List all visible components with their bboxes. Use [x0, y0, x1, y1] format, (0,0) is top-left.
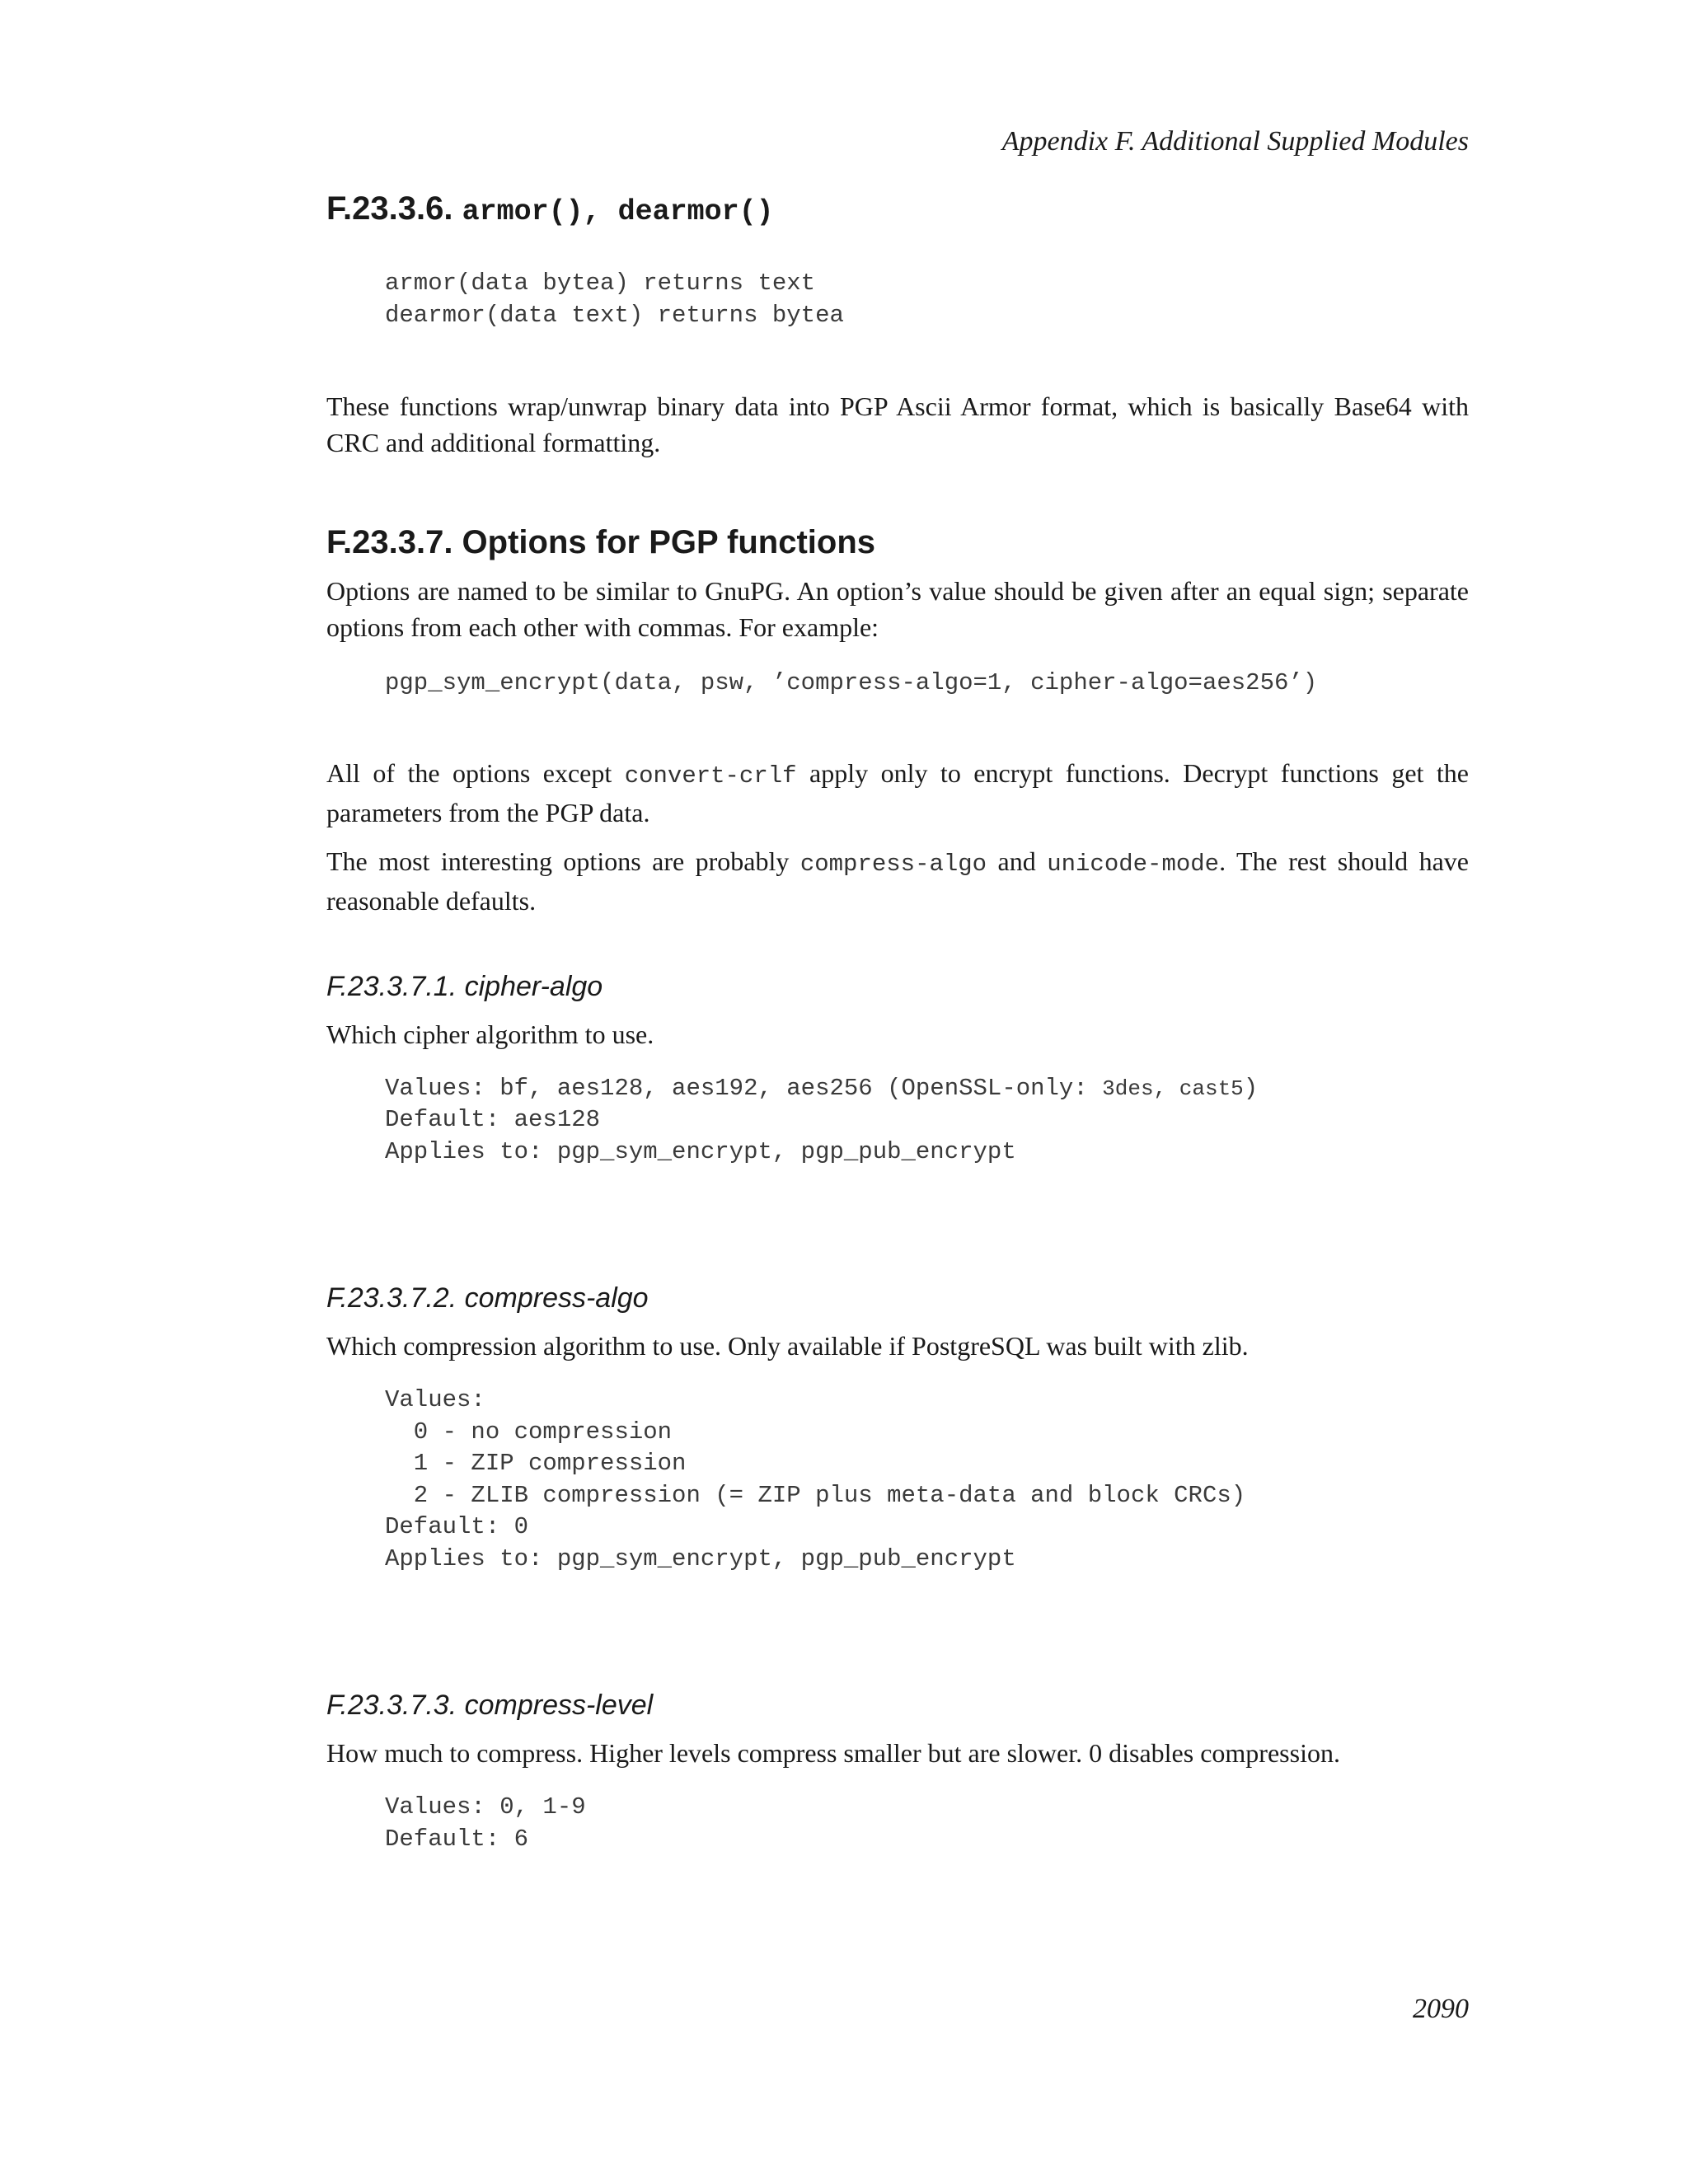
code-fragment: Values: bf, aes128, aes192, aes256 (OpenSSL-only:	[385, 1074, 1103, 1102]
text-fragment: and	[987, 846, 1048, 876]
text-fragment: apply only to encrypt functions. Decrypt functions get the parameters from the PGP data.	[326, 757, 1470, 827]
code-line-applies: Applies to: pgp_sym_encrypt, pgp_pub_encrypt	[385, 1544, 1016, 1572]
code-line-applies: Applies to: pgp_sym_encrypt, pgp_pub_encrypt	[385, 1137, 1016, 1165]
paragraph-cipher-algo-description: Which cipher algorithm to use.	[326, 1019, 654, 1049]
function-separator: ,	[583, 195, 618, 228]
code-block-compress-level	[385, 1792, 1469, 1855]
page-number: 2090	[1413, 1994, 1469, 2024]
inline-code-compress-algo: compress-algo	[799, 850, 987, 878]
code-line-default: Default: 6	[385, 1825, 529, 1853]
text-fragment: All of the options except	[326, 757, 625, 788]
section-heading-options: F.23.3.7. Options for PGP functions	[326, 524, 876, 560]
code-line: dearmor(data text) returns bytea	[385, 301, 844, 329]
code-line: 1 - ZIP compression	[385, 1450, 687, 1477]
code-fragment-openssl-only: 3des, cast5	[1102, 1076, 1244, 1101]
paragraph-options-intro: Options are named to be similar to GnuPG. An option’s value should be given after an equal sign; separate options from each other with commas. For example:	[326, 576, 1469, 642]
code-line: 0 - no compression	[385, 1418, 673, 1446]
inline-code-convert-crlf: convert-crlf	[624, 762, 797, 790]
section-number: F.23.3.6.	[326, 190, 453, 227]
subsection-heading-compress-algo: F.23.3.7.2. compress-algo	[326, 1282, 649, 1314]
paragraph-armor-description: These functions wrap/unwrap binary data into PGP Ascii Armor format, which is basically Base64 with CRC and additional formatting.	[326, 391, 1469, 457]
inline-code-unicode-mode: unicode-mode	[1047, 850, 1220, 878]
paragraph-compress-algo-description: Which compression algorithm to use. Only available if PostgreSQL was built with zlib.	[326, 1331, 1249, 1361]
code-line: 2 - ZLIB compression (= ZIP plus meta-data and block CRCs)	[385, 1481, 1246, 1509]
code-line: Values:	[385, 1386, 485, 1413]
code-block-cipher-algo	[385, 1073, 1469, 1169]
page-header: Appendix F. Additional Supplied Modules	[1001, 126, 1469, 157]
section-heading-armor	[326, 188, 1469, 232]
subsection-heading-compress-level: F.23.3.7.3. compress-level	[326, 1690, 654, 1721]
function-name-dearmor: dearmor()	[617, 195, 774, 228]
page-content	[326, 188, 1469, 1855]
text-fragment: The most interesting options are probably	[326, 846, 800, 876]
subsection-heading-cipher-algo: F.23.3.7.1. cipher-algo	[326, 970, 603, 1002]
code-line-default: Default: aes128	[385, 1106, 601, 1133]
function-name-armor: armor()	[462, 195, 584, 228]
paragraph-interesting-options	[326, 843, 1469, 919]
code-block-example: pgp_sym_encrypt(data, psw, ’compress-algo=1, cipher-algo=aes256’)	[385, 669, 1318, 696]
code-block-compress-algo	[385, 1385, 1469, 1575]
code-fragment: )	[1243, 1074, 1259, 1102]
code-block-armor-signatures	[385, 268, 1469, 331]
paragraph-encrypt-only	[326, 755, 1469, 831]
text-fragment: . The rest should have reasonable defaults.	[326, 846, 1470, 916]
paragraph-compress-level-description: How much to compress. Higher levels compress smaller but are slower. 0 disables compression.	[326, 1738, 1340, 1768]
code-line: Values: 0, 1-9	[385, 1793, 586, 1821]
code-line: armor(data bytea) returns text	[385, 269, 816, 297]
code-line-default: Default: 0	[385, 1513, 529, 1540]
